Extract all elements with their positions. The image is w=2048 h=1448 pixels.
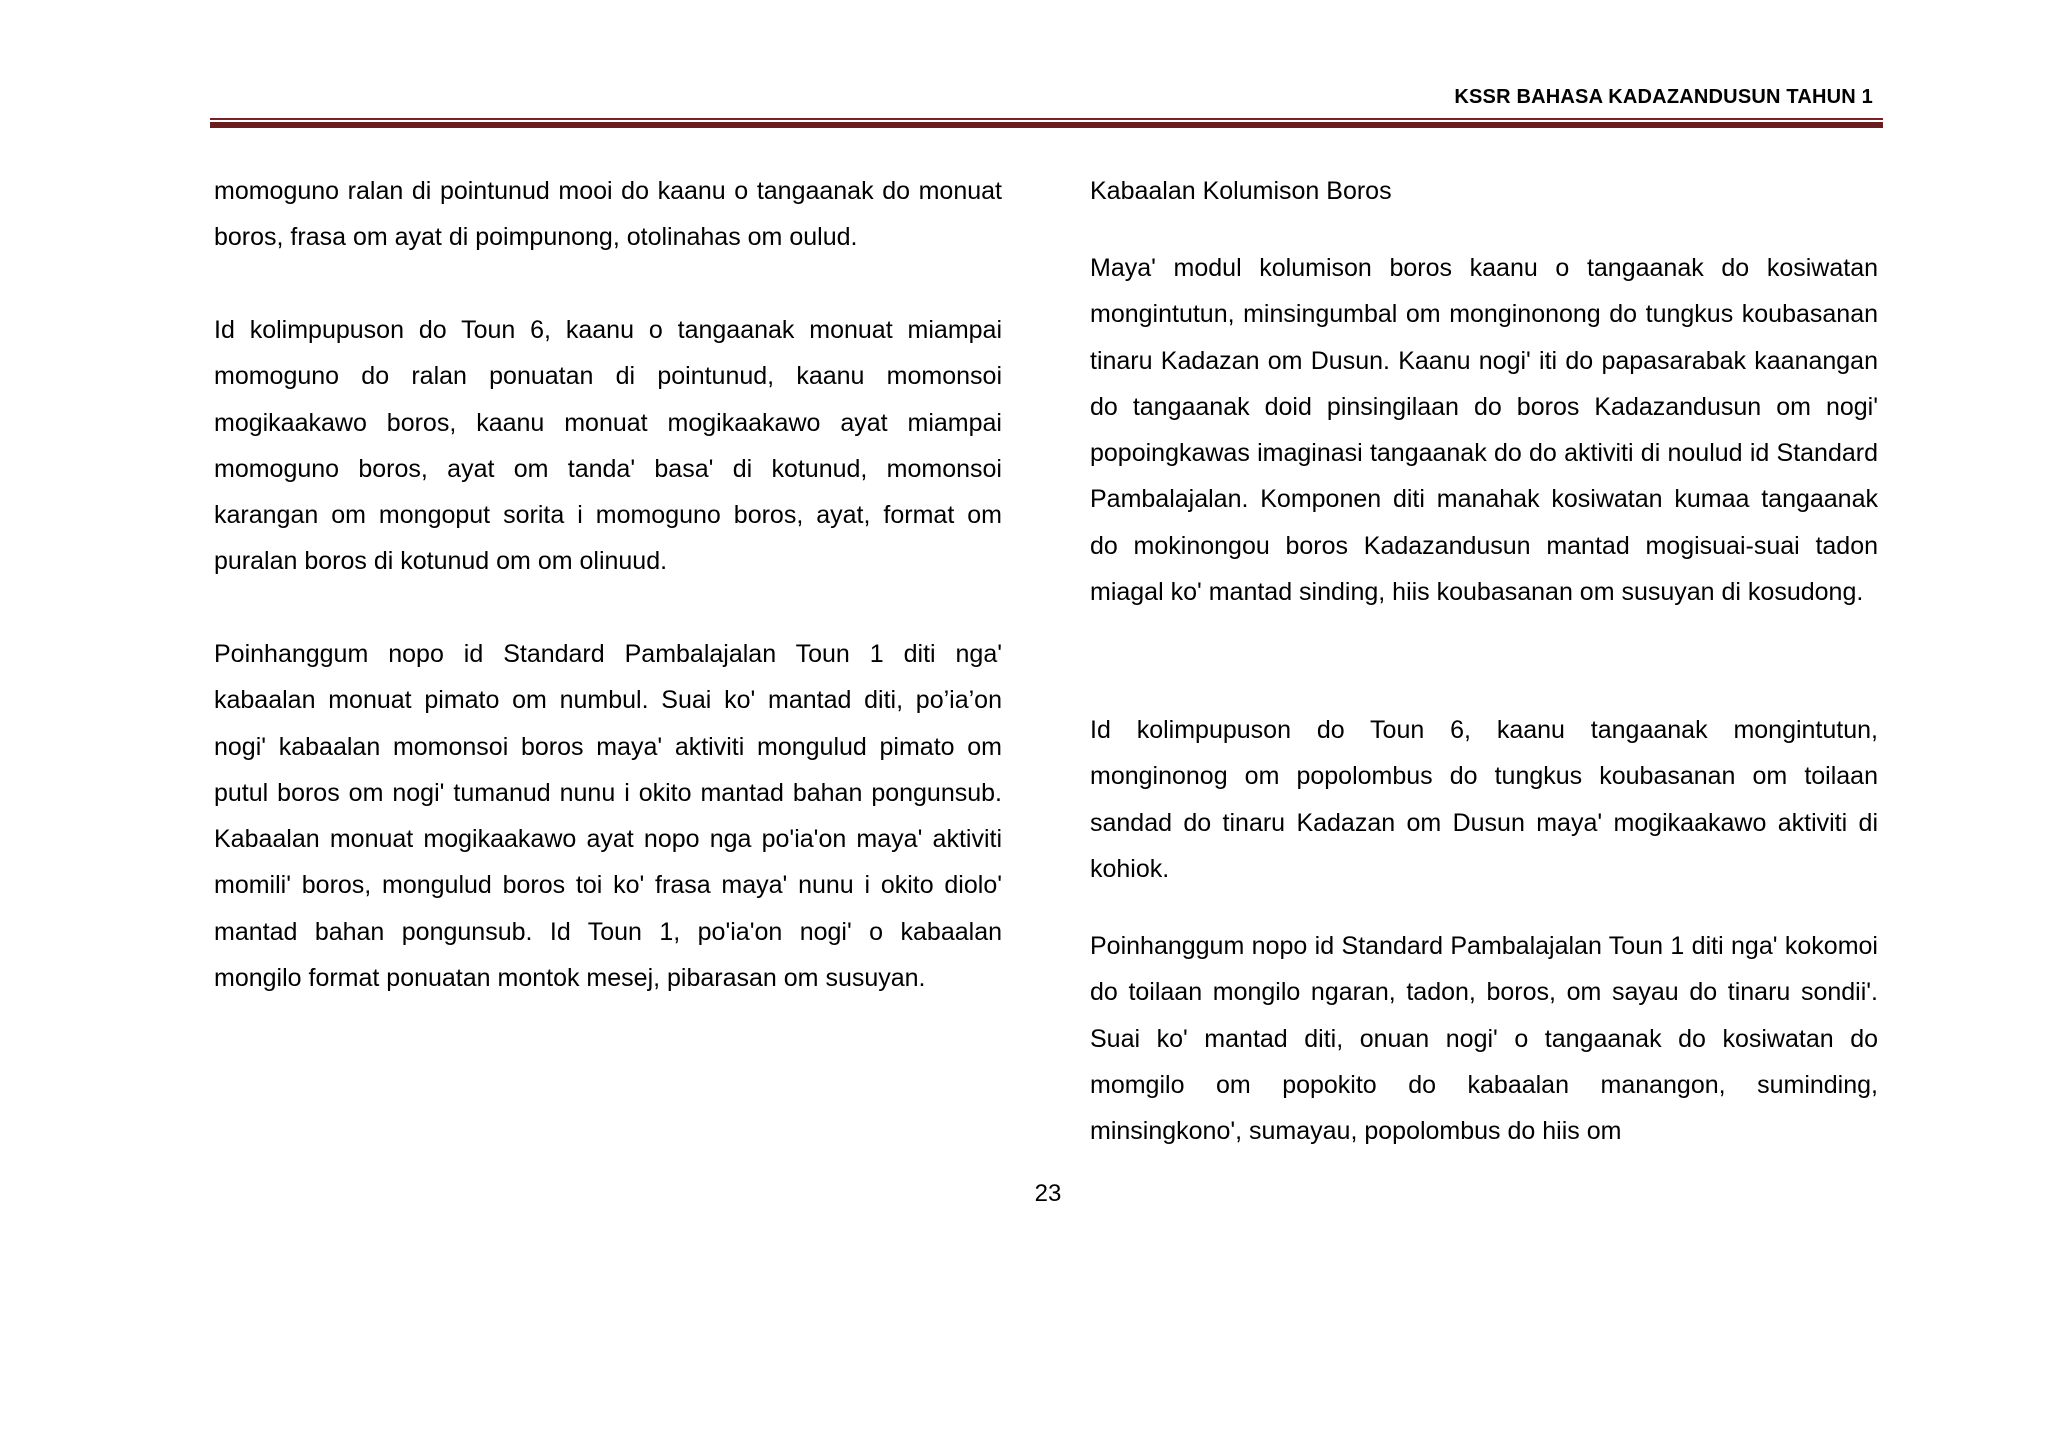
page-number: 23 [1034,1180,1062,1207]
header-rule-thick [210,122,1883,128]
left-paragraph-2: Id kolimpupuson do Toun 6, kaanu o tangaanak monuat miampai momoguno do ralan ponuatan di pointunud, kaanu momonsoi mogikaakawo boros, kaanu monuat mogikaakawo ayat miampai momoguno boros, ayat om tanda' basa' di kotunud, momonsoi karangan om mongoput sorita i momoguno boros, ayat, format om puralan boros di kotunud om om olinuud. [214,316,1002,576]
left-paragraph-1: momoguno ralan di pointunud mooi do kaanu o tangaanak do monuat boros, frasa om ayat di poimpunong, otolinahas om oulud. [214,177,1002,252]
header-title: KSSR BAHASA KADAZANDUSUN TAHUN 1 [1454,86,1873,108]
left-paragraph-3: Poinhanggum nopo id Standard Pambalajalan Toun 1 diti nga' kabaalan monuat pimato om numbul. Suai ko' mantad diti, po’ia’on nogi' kabaalan momonsoi boros maya' aktiviti mongulud pimato om putul boros om nogi' tumanud nunu i okito mantad bahan pongunsub. Kabaalan monuat mogikaakawo ayat nopo nga po'ia'on maya' aktiviti momili' boros, mongulud boros toi ko' frasa maya' nunu i okito diolo' mantad bahan pongunsub. Id Toun 1, po'ia'on nogi' o kabaalan mongilo format ponuatan montok mesej, pibarasan om susuyan. [214,640,1002,993]
right-paragraph-3: Poinhanggum nopo id Standard Pambalajalan Toun 1 diti nga' kokomoi do toilaan mongilo ngaran, tadon, boros, om sayau do tinaru sondii'. Suai ko' mantad diti, onuan nogi' o tangaanak do kosiwatan do momgilo om popokito do kabaalan manangon, suminding, minsingkono', sumayau, popolombus do hiis om [1090,932,1878,1146]
section-heading: Kabaalan Kolumison Boros [1090,177,1392,205]
right-paragraph-2: Id kolimpupuson do Toun 6, kaanu tangaanak mongintutun, monginonog om popolombus do tungkus koubasanan om toilaan sandad do tinaru Kadazan om Dusun maya' mogikaakawo aktiviti di kohiok. [1090,716,1878,883]
right-paragraph-1: Maya' modul kolumison boros kaanu o tangaanak do kosiwatan mongintutun, minsingumbal om monginonong do tungkus koubasanan tinaru Kadazan om Dusun. Kaanu nogi' iti do papasarabak kaanangan do tangaanak doid pinsingilaan do boros Kadazandusun om nogi' popoingkawas imaginasi tangaanak do do aktiviti di noulud id Standard Pambalajalan. Komponen diti manahak kosiwatan kumaa tangaanak do mokinongou boros Kadazandusun mantad mogisuai-suai tadon miagal ko' mantad sinding, hiis koubasanan om susuyan di kosudong. [1090,254,1878,607]
header-rule-thin [210,118,1883,120]
